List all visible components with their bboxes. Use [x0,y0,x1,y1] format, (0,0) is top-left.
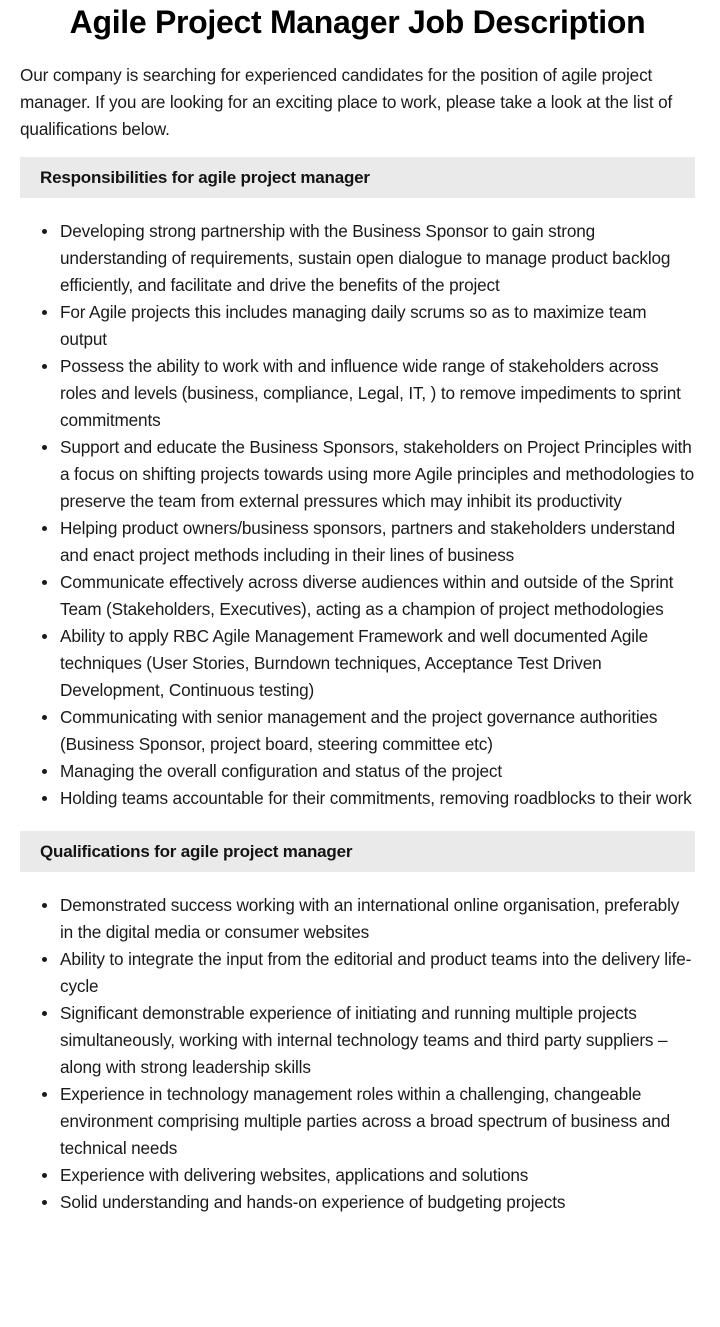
bullet-icon [42,580,47,585]
intro-paragraph: Our company is searching for experienced candidates for the position of agile project manager. If you are looking for an exciting place to work, please take a look at the list of qualifications below. [20,65,673,139]
bullet-icon [42,903,47,908]
list-item: Managing the overall configuration and status of the project [60,758,695,785]
list-item: For Agile projects this includes managing daily scrums so as to maximize team output [60,299,695,353]
bullet-icon [42,715,47,720]
bullet-icon [42,957,47,962]
list-item: Developing strong partnership with the Business Sponsor to gain strong understanding of requirements, sustain open dialogue to manage product backlog efficiently, and facilitate and drive the benefits of the project [60,218,695,299]
bullet-icon [42,634,47,639]
bullet-icon [42,769,47,774]
list-item: Experience in technology management roles within a challenging, changeable environment comprising multiple parties across a broad spectrum of business and technical needs [60,1081,695,1162]
list-item: Helping product owners/business sponsors, partners and stakeholders understand and enact project methods including in their lines of business [60,515,695,569]
bullet-icon [42,526,47,531]
list-item: Support and educate the Business Sponsors, stakeholders on Project Principles with a focus on shifting projects towards using more Agile principles and methodologies to preserve the team from external pressures which may inhibit its productivity [60,434,695,515]
list-item: Ability to apply RBC Agile Management Framework and well documented Agile techniques (User Stories, Burndown techniques, Acceptance Test Driven Development, Continuous testing) [60,623,695,704]
bullet-icon [42,445,47,450]
list-item: Significant demonstrable experience of initiating and running multiple projects simultaneously, working with internal technology teams and third party suppliers – along with strong leadership skills [60,1000,695,1081]
bullet-icon [42,1173,47,1178]
qualifications-header: Qualifications for agile project manager [20,831,695,872]
page-title: Agile Project Manager Job Description [69,4,646,40]
list-item: Experience with delivering websites, applications and solutions [60,1162,695,1189]
list-item: Solid understanding and hands-on experience of budgeting projects [60,1189,695,1216]
bullet-icon [42,1011,47,1016]
responsibilities-section [20,157,695,812]
bullet-icon [42,229,47,234]
list-item: Holding teams accountable for their commitments, removing roadblocks to their work [60,785,695,812]
list-item: Possess the ability to work with and influence wide range of stakeholders across roles and levels (business, compliance, Legal, IT, ) to remove impediments to sprint commitments [60,353,695,434]
list-item: Communicate effectively across diverse audiences within and outside of the Sprint Team (Stakeholders, Executives), acting as a champion of project methodologies [60,569,695,623]
responsibilities-list [20,218,695,812]
qualifications-section [20,831,695,1216]
responsibilities-header: Responsibilities for agile project manager [20,157,695,198]
bullet-icon [42,1200,47,1205]
list-item: Ability to integrate the input from the editorial and product teams into the delivery life-cycle [60,946,695,1000]
qualifications-list [20,892,695,1216]
list-item: Communicating with senior management and the project governance authorities (Business Sponsor, project board, steering committee etc) [60,704,695,758]
list-item: Demonstrated success working with an international online organisation, preferably in the digital media or consumer websites [60,892,695,946]
bullet-icon [42,310,47,315]
bullet-icon [42,364,47,369]
bullet-icon [42,1092,47,1097]
bullet-icon [42,796,47,801]
